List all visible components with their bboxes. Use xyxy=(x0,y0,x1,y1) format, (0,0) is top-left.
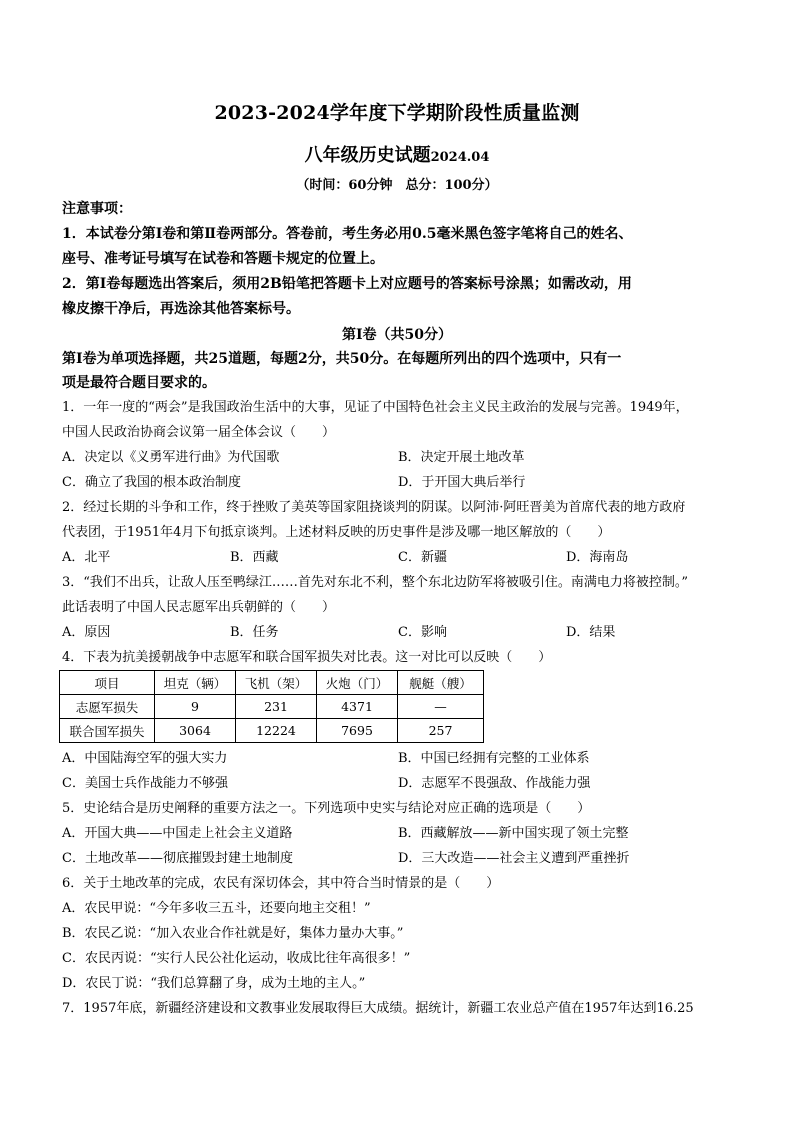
q6-option-c: C．农民丙说：“实行人民公社化运动，收成比往年高很多！” xyxy=(62,951,411,966)
q6-option-d: D．农民丁说：“我们总算翻了身，成为土地的主人。” xyxy=(62,976,366,991)
time-score: （时间：60分钟 总分：100分） xyxy=(296,178,498,193)
q3-option-c: C．影响 xyxy=(398,625,447,640)
q3-option-d: D．结果 xyxy=(566,625,616,640)
note-1-line2: 座号、准考证号填写在试卷和答题卡规定的位置上。 xyxy=(62,251,384,267)
table-header-row xyxy=(60,671,484,695)
exam-subtitle xyxy=(0,141,794,167)
table-cell: 231 xyxy=(236,695,317,719)
table-cell: 9 xyxy=(155,695,236,719)
q3-option-a: A．原因 xyxy=(62,625,111,640)
loss-comparison-table xyxy=(59,670,484,743)
table-cell: 4371 xyxy=(317,695,398,719)
table-header-cell: 飞机（架） xyxy=(236,671,317,695)
q6-option-a: A．农民甲说：“今年多收三五斗，还要向地主交租！” xyxy=(62,901,371,916)
q2-option-a: A．北平 xyxy=(62,550,111,565)
exam-title: 2023-2024学年度下学期阶段性质量监测 xyxy=(214,102,580,124)
q1-option-c: C．确立了我国的根本政治制度 xyxy=(62,475,241,490)
q5-option-b: B．西藏解放——新中国实现了领土完整 xyxy=(398,826,629,841)
q2-stem-line2: 代表团，于1951年4月下旬抵京谈判。上述材料反映的历史事件是涉及哪一地区解放的（ ） xyxy=(62,525,611,540)
table-header-cell: 项目 xyxy=(60,671,155,695)
table-header-cell: 坦克（辆） xyxy=(155,671,236,695)
q2-stem-line1: 2．经过长期的斗争和工作，终于挫败了美英等国家阻挠谈判的阴谋。以阿沛·阿旺晋美为首席代表的地方政府 xyxy=(62,500,686,515)
subtitle-text: 八年级历史试题 xyxy=(304,145,431,166)
section-1-title: 第Ⅰ卷（共50分） xyxy=(341,327,453,343)
q6-option-b: B．农民乙说：“加入农业合作社就是好，集体力量办大事。” xyxy=(62,926,404,941)
q4-option-b: B．中国已经拥有完整的工业体系 xyxy=(398,751,590,766)
q2-option-d: D．海南岛 xyxy=(566,550,629,565)
q3-stem-line1: 3．“我们不出兵，让敌人压至鸭绿江……首先对东北不利，整个东北边防军将被吸引住。南满电力将被控制。” xyxy=(62,575,689,590)
q3-stem-line2: 此话表明了中国人民志愿军出兵朝鲜的（ ） xyxy=(62,600,336,615)
q1-stem-line2: 中国人民政治协商会议第一届全体会议（ ） xyxy=(62,425,336,440)
q5-option-c: C．土地改革——彻底摧毁封建土地制度 xyxy=(62,851,293,866)
notes-heading: 注意事项： xyxy=(62,201,132,217)
q5-stem-line1: 5．史论结合是历史阐释的重要方法之一。下列选项中史实与结论对应正确的选项是（ ） xyxy=(62,801,591,816)
q5-option-a: A．开国大典——中国走上社会主义道路 xyxy=(62,826,293,841)
table-cell: 3064 xyxy=(155,719,236,743)
table-row xyxy=(60,695,484,719)
note-1-line1: 1．本试卷分第Ⅰ卷和第Ⅱ卷两部分。答卷前，考生务必用0.5毫米黑色签字笔将自己的姓名、 xyxy=(62,226,633,242)
table-cell: 7695 xyxy=(317,719,398,743)
table-header-cell: 火炮（门） xyxy=(317,671,398,695)
note-2-line2: 橡皮擦干净后，再选涂其他答案标号。 xyxy=(62,301,300,317)
q1-option-a: A．决定以《义勇军进行曲》为代国歌 xyxy=(62,450,280,465)
section-1-instructions-line2: 项是最符合题目要求的。 xyxy=(62,375,216,391)
q1-option-b: B．决定开展土地改革 xyxy=(398,450,525,465)
table-cell: 257 xyxy=(398,719,484,743)
section-1-instructions-line1: 第Ⅰ卷为单项选择题，共25道题，每题2分，共50分。在每题所列出的四个选项中，只有一 xyxy=(62,351,622,367)
table-header-cell: 舰艇（艘） xyxy=(398,671,484,695)
q2-option-b: B．西藏 xyxy=(230,550,279,565)
q4-option-a: A．中国陆海空军的强大实力 xyxy=(62,751,228,766)
q1-stem-line1: 1．一年一度的“两会”是我国政治生活中的大事，见证了中国特色社会主义民主政治的发展与完善。1949年， xyxy=(62,400,689,415)
table-cell: 联合国军损失 xyxy=(60,719,155,743)
q2-option-c: C．新疆 xyxy=(398,550,447,565)
table-cell: 志愿军损失 xyxy=(60,695,155,719)
q4-option-d: D．志愿军不畏强敌、作战能力强 xyxy=(398,776,591,791)
q1-option-d: D．于开国大典后举行 xyxy=(398,475,526,490)
q5-option-d: D．三大改造——社会主义遭到严重挫折 xyxy=(398,851,630,866)
q6-stem-line1: 6．关于土地改革的完成，农民有深切体会，其中符合当时情景的是（ ） xyxy=(62,876,500,891)
exam-date: 2024.04 xyxy=(430,150,490,165)
table-cell: — xyxy=(398,695,484,719)
note-2-line1: 2．第Ⅰ卷每题选出答案后，须用2B铅笔把答题卡上对应题号的答案标号涂黑；如需改动，用 xyxy=(62,276,632,292)
q3-option-b: B．任务 xyxy=(230,625,279,640)
table-cell: 12224 xyxy=(236,719,317,743)
table-row xyxy=(60,719,484,743)
q4-stem-line1: 4．下表为抗美援朝战争中志愿军和联合国军损失对比表。这一对比可以反映（ ） xyxy=(62,650,552,665)
q7-stem-line1: 7．1957年底，新疆经济建设和文教事业发展取得巨大成绩。据统计，新疆工农业总产值在1957年达到16.25 xyxy=(62,1001,694,1016)
q4-option-c: C．美国士兵作战能力不够强 xyxy=(62,776,228,791)
